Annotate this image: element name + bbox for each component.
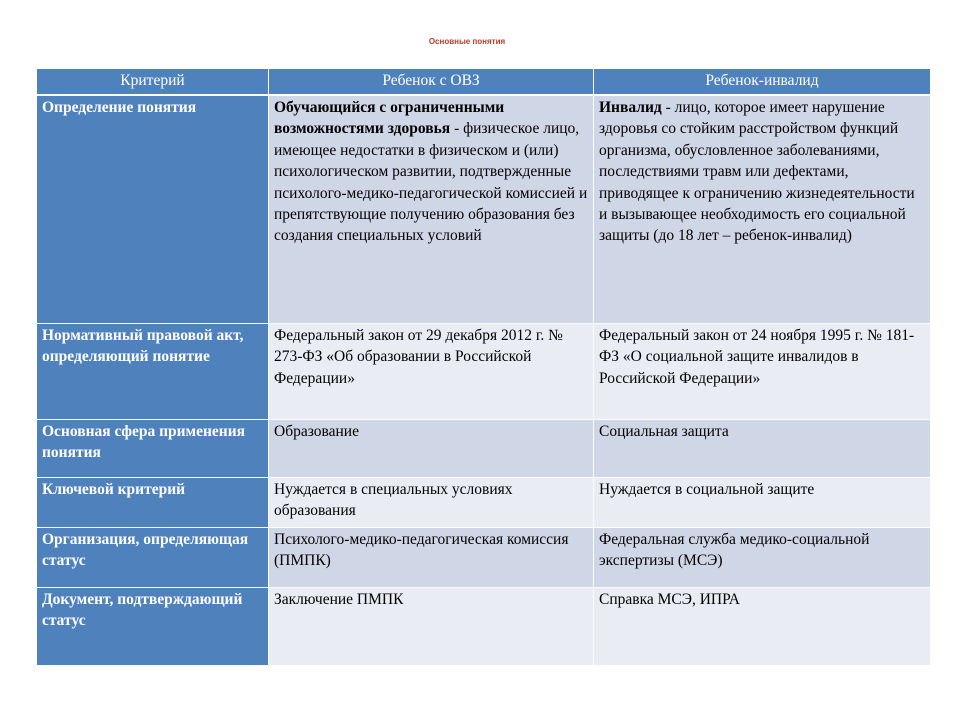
ovz-definition: - физическое лицо, имеющее недостатки в физическом и (или) психологическом развитии, подтвержденные психолого-медико-педагогической комиссией и препятствующие получению образования без создания специальных условий: [274, 120, 588, 245]
ovz-cell: Нуждается в специальных условиях образования: [269, 478, 594, 528]
comparison-table: [36, 68, 931, 666]
ovz-cell: [269, 95, 594, 324]
criterion-cell: Определение понятия: [37, 95, 269, 324]
slide-title: Основные понятия: [428, 37, 506, 46]
disabled-cell: Социальная защита: [594, 420, 931, 478]
header-child-ovz: Ребенок с ОВЗ: [269, 69, 594, 96]
table-row: [37, 588, 931, 666]
criterion-cell: Основная сфера применения понятия: [37, 420, 269, 478]
disabled-cell: Федеральный закон от 24 ноября 1995 г. № 181-ФЗ «О социальной защите инвалидов в Российской Федерации»: [594, 324, 931, 420]
criterion-cell: Ключевой критерий: [37, 478, 269, 528]
disabled-cell: [594, 95, 931, 324]
disabled-definition: - лицо, которое имеет нарушение здоровья со стойким расстройством функций организма, обусловленное заболеваниями, последствиями травм или дефектами, приводящее к ограничению жизнедеятельности и вызывающее необходимость его социальной защиты (до 18 лет – ребенок-инвалид): [599, 99, 915, 245]
criterion-cell: Нормативный правовой акт, определяющий понятие: [37, 324, 269, 420]
header-criterion: Критерий: [37, 69, 269, 96]
table-row: [37, 324, 931, 420]
criterion-cell: Документ, подтверждающий статус: [37, 588, 269, 666]
ovz-term: Обучающийся с ограниченными возможностями здоровья: [274, 99, 505, 138]
ovz-cell: Федеральный закон от 29 декабря 2012 г. № 273-ФЗ «Об образовании в Российской Федерации»: [269, 324, 594, 420]
table-row: [37, 420, 931, 478]
criterion-cell: Организация, определяющая статус: [37, 528, 269, 588]
disabled-cell: Федеральная служба медико-социальной экспертизы (МСЭ): [594, 528, 931, 588]
ovz-cell: Психолого-медико-педагогическая комиссия (ПМПК): [269, 528, 594, 588]
ovz-cell: Заключение ПМПК: [269, 588, 594, 666]
header-child-disabled: Ребенок-инвалид: [594, 69, 931, 96]
ovz-cell: Образование: [269, 420, 594, 478]
disabled-cell: Справка МСЭ, ИПРА: [594, 588, 931, 666]
disabled-cell: Нуждается в социальной защите: [594, 478, 931, 528]
table-row: [37, 478, 931, 528]
disabled-term: Инвалид: [599, 99, 662, 116]
table-header-row: [37, 69, 931, 96]
table-row: [37, 528, 931, 588]
table-row: [37, 95, 931, 324]
